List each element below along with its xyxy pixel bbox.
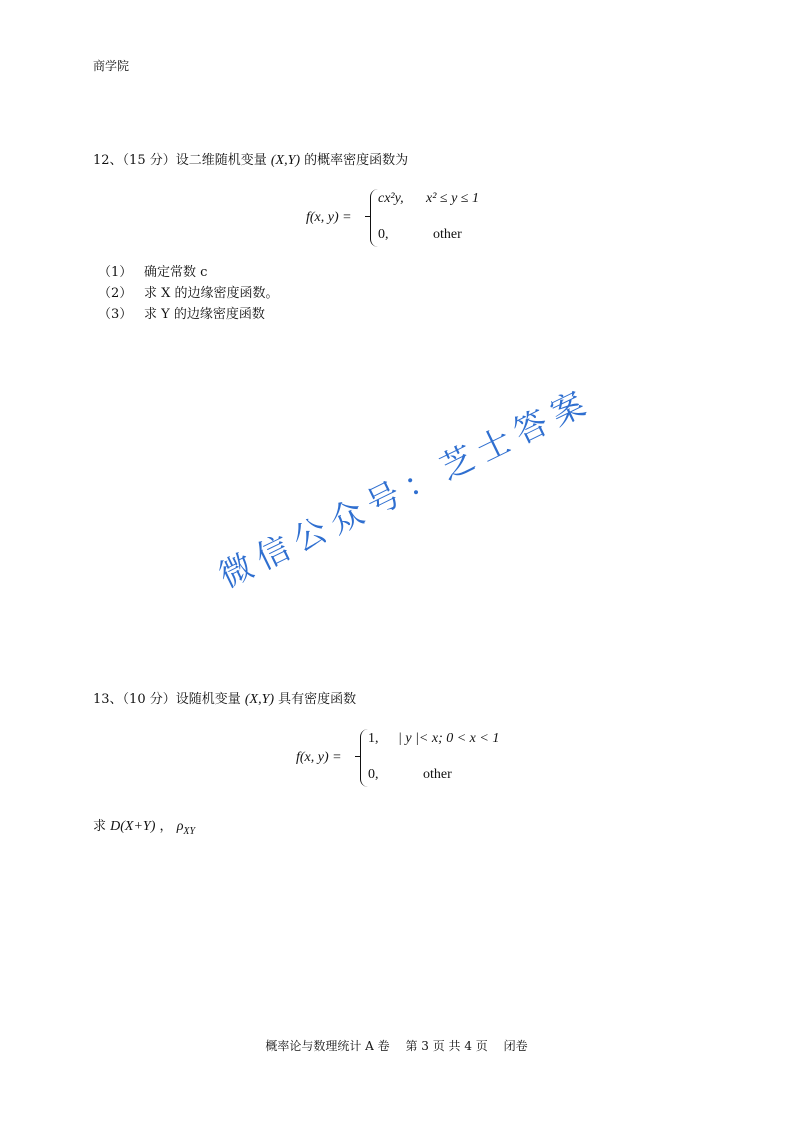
rho-subscript: XY bbox=[183, 825, 196, 837]
part-item bbox=[98, 304, 279, 325]
ask-rho bbox=[176, 819, 196, 837]
footer-page: 第 3 页 共 4 页 bbox=[405, 1039, 488, 1053]
part-text: 确定常数 c bbox=[144, 265, 208, 280]
part-number: （1） bbox=[98, 265, 133, 280]
page-footer bbox=[0, 1037, 793, 1054]
part-text: 求 Y 的边缘密度函数 bbox=[144, 307, 265, 322]
ask-separator: ， bbox=[159, 819, 173, 834]
rho-symbol: ρ bbox=[176, 819, 184, 834]
watermark-text: 微信公众号：芝士答案 bbox=[212, 380, 599, 596]
ask-expression: D(X+Y) bbox=[110, 819, 156, 834]
footer-mode: 闭卷 bbox=[503, 1039, 528, 1053]
part-item bbox=[98, 283, 279, 304]
formula-12-lhs: f(x, y) = bbox=[306, 210, 352, 225]
formula-13-case2-cond: other bbox=[423, 767, 452, 782]
formula-12-case2-cond: other bbox=[433, 227, 462, 242]
question-12-stem bbox=[93, 149, 408, 169]
formula-13-case1-cond: | y |< x; 0 < x < 1 bbox=[398, 731, 500, 746]
part-item bbox=[98, 262, 279, 283]
question-13-lead: 13、（10 分）设随机变量 bbox=[93, 692, 241, 707]
question-13-stem bbox=[93, 688, 356, 708]
formula-13-case1-expr: 1, bbox=[368, 731, 379, 746]
question-13-tail: 具有密度函数 bbox=[278, 692, 357, 707]
school-header: 商学院 bbox=[93, 59, 130, 73]
question-12-parts bbox=[98, 262, 279, 325]
formula-13-lhs: f(x, y) = bbox=[296, 750, 342, 765]
question-12-lead: 12、（15 分）设二维随机变量 bbox=[93, 153, 267, 168]
part-text: 求 X 的边缘密度函数。 bbox=[144, 286, 279, 301]
question-13-ask bbox=[93, 815, 195, 837]
formula-12-case1-cond: x² ≤ y ≤ 1 bbox=[426, 191, 479, 206]
formula-13-case2-expr: 0, bbox=[368, 767, 379, 782]
footer-course: 概率论与数理统计 A 卷 bbox=[265, 1039, 390, 1053]
ask-prefix: 求 bbox=[93, 819, 107, 834]
question-12-tail: 的概率密度函数为 bbox=[304, 153, 409, 168]
question-12-variable: (X,Y) bbox=[270, 153, 301, 168]
formula-12-case1-expr: cx²y, bbox=[378, 191, 404, 206]
formula-12-case2-expr: 0, bbox=[378, 227, 389, 242]
question-13-variable: (X,Y) bbox=[244, 692, 275, 707]
part-number: （2） bbox=[98, 286, 133, 301]
part-number: （3） bbox=[98, 307, 133, 322]
